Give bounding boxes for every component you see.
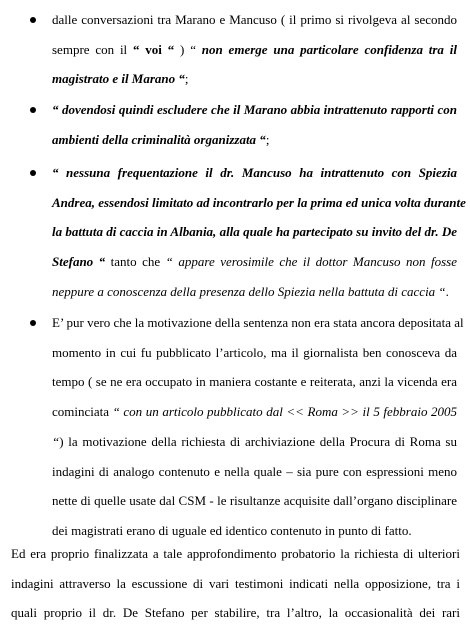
text-run: nette di quelle usate dal CSM - le risultanze acquisite dall’organo disciplinare bbox=[52, 493, 457, 509]
text-run: dalle conversazioni tra Marano e Mancuso ( il primo si rivolgeva al secondo bbox=[52, 12, 457, 27]
text-line bbox=[52, 102, 457, 118]
text-line bbox=[52, 71, 457, 87]
bullet-icon bbox=[30, 170, 36, 176]
text-run: dei magistrati erano di uguale ed identico contenuto in punto di fatto. bbox=[52, 522, 412, 538]
text-run: momento in cui fu pubblicato l’articolo, ma il giornalista ben conosceva da bbox=[52, 344, 457, 360]
text-line bbox=[52, 493, 457, 509]
bullet-icon bbox=[30, 17, 36, 23]
text-line bbox=[11, 605, 460, 621]
text-run: “ bbox=[52, 433, 60, 449]
text-line bbox=[52, 224, 457, 240]
text-run: . bbox=[445, 283, 449, 299]
text-run: indagini di analogo contenuto e nella quale – sia pure con espressioni meno bbox=[52, 463, 457, 479]
text-run: tempo ( se ne era occupato in maniera costante e reiterata, anzi la vicenda era bbox=[52, 374, 457, 390]
text-line bbox=[52, 374, 457, 390]
text-line bbox=[52, 254, 457, 270]
text-line bbox=[52, 404, 457, 420]
text-run: “ nessuna frequentazione il dr. Mancuso ha intrattenuto con Spiezia bbox=[52, 165, 457, 180]
text-run: ) la motivazione della richiesta di archiviazione della Procura di Roma su bbox=[59, 433, 457, 449]
text-run: ) “ bbox=[174, 41, 202, 57]
text-line bbox=[52, 165, 457, 181]
text-line bbox=[52, 42, 457, 58]
bullet-icon bbox=[30, 107, 36, 113]
text-line bbox=[52, 284, 457, 300]
text-run: “ con un articolo pubblicato dal << Roma >> il 5 febbraio 2005 bbox=[112, 404, 458, 420]
text-line bbox=[52, 12, 457, 28]
text-line bbox=[11, 576, 460, 592]
text-line bbox=[52, 194, 466, 211]
text-line bbox=[52, 345, 457, 361]
text-line bbox=[52, 315, 464, 331]
text-line bbox=[52, 523, 457, 539]
text-run: sempre con il bbox=[52, 41, 133, 57]
text-run: “ appare verosimile che il dottor Mancuso non fosse bbox=[165, 254, 458, 270]
text-run: magistrato e il Marano “ bbox=[52, 71, 185, 87]
text-run: “ voi “ bbox=[132, 41, 175, 57]
text-run: quali proprio il dr. De Stefano per stabilire, tra l’altro, la occasionalità dei rari bbox=[11, 605, 460, 621]
text-run: E’ pur vero che la motivazione della sentenza non era stata ancora depositata al bbox=[52, 315, 464, 330]
text-run: tanto che bbox=[105, 254, 166, 270]
text-line bbox=[52, 464, 457, 480]
text-run: indagini attraverso la escussione di vari testimoni indicati nella opposizione, tra i bbox=[11, 575, 460, 591]
text-run: Ed era proprio finalizzata a tale approfondimento probatorio la richiesta di ulteriori bbox=[11, 546, 460, 561]
text-run: Andrea, essendosi limitato ad incontrarlo per la prima ed unica volta durante bbox=[52, 194, 466, 210]
text-run: “ dovendosi quindi escludere che il Marano abbia intrattenuto rapporti con bbox=[52, 102, 457, 117]
text-line bbox=[52, 434, 457, 450]
text-run: Stefano “ bbox=[52, 254, 106, 270]
text-run: ; bbox=[184, 71, 189, 87]
text-line bbox=[11, 546, 460, 562]
text-line bbox=[52, 132, 457, 148]
text-run: cominciata bbox=[52, 404, 113, 420]
text-run: neppure a conoscenza della presenza dello Spiezia nella battuta di caccia “ bbox=[52, 283, 446, 299]
text-run: ; bbox=[265, 131, 270, 147]
bullet-icon bbox=[30, 320, 36, 326]
text-run: non emerge una particolare confidenza tra il bbox=[201, 41, 457, 57]
text-run: la battuta di caccia in Albania, alla quale ha partecipato su invito del dr. De bbox=[52, 224, 457, 240]
text-run: ambienti della criminalità organizzata “ bbox=[52, 131, 266, 147]
